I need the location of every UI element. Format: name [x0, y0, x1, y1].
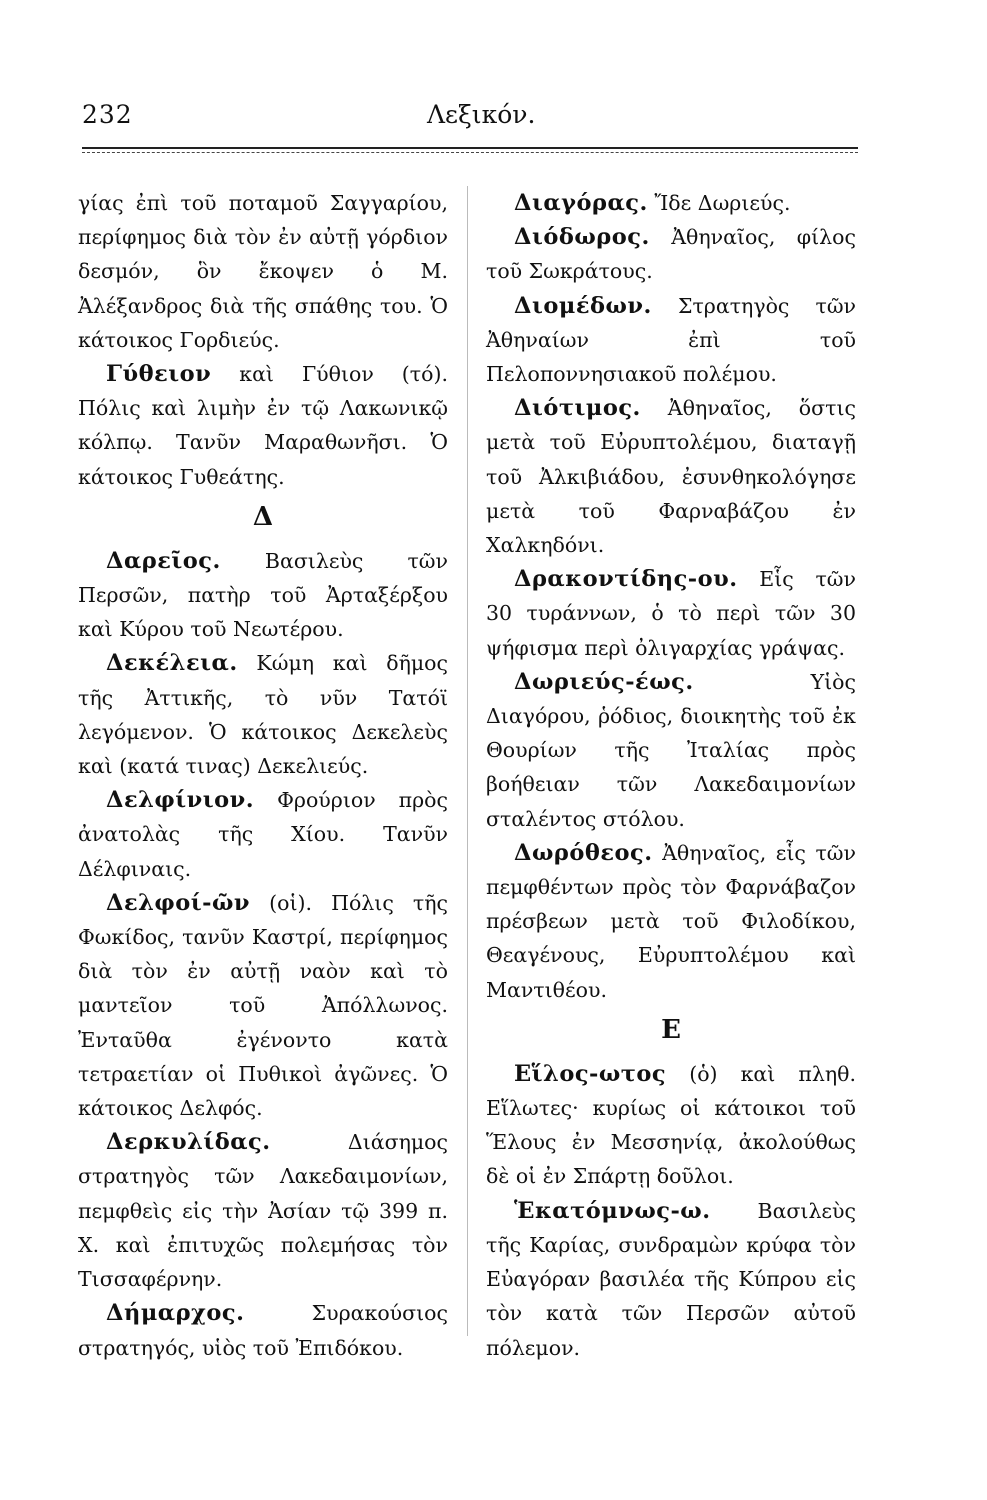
column-divider — [467, 186, 468, 1336]
entry-definition: Ἀθηναῖος, ὅστις μετὰ τοῦ Εὐρυπτολέμου, διαταγῇ τοῦ Ἀλκιβιάδου, ἐσυνθηκολόγησε μετὰ τοῦ Φαρναβάζου ἐν Χαλκηδόνι. — [486, 396, 856, 558]
entry-headword: Δελφίνιον. — [106, 787, 255, 814]
entry-headword: Διομέδων. — [514, 292, 652, 319]
entry-definition: Υἱὸς Διαγόρου, ῥόδιος, διοικητὴς τοῦ ἐκ Θουρίων τῆς Ἰταλίας πρὸς βοήθειαν τῶν Λακεδαιμονίων σταλέντος στόλου. — [486, 669, 856, 831]
entry-headword: Δρακοντίδης-ου. — [514, 566, 738, 593]
header-rule — [82, 147, 858, 149]
entry-definition: (οἱ). Πόλις τῆς Φωκίδος, τανῦν Καστρί, περίφημος διὰ τὸν ἐν αὐτῇ ναὸν καὶ τὸ μαντεῖον τοῦ Ἀπόλλωνος. Ἐνταῦθα ἐγένοντο κατὰ τετραετίαν οἱ Πυθικοὶ ἀγῶνες. Ὁ κάτοικος Δελφός. — [78, 890, 448, 1121]
entry-definition: Διάσημος στρατηγὸς τῶν Λακεδαιμονίων, πεμφθεὶς εἰς τὴν Ἀσίαν τῷ 399 π. Χ. καὶ ἐπιτυχῶς πολεμήσας τὸν Τισσαφέρνην. — [78, 1130, 448, 1292]
header-rule-ornament — [82, 152, 858, 153]
dictionary-entry — [78, 357, 448, 494]
entry-headword: Δελφοί-ῶν — [106, 889, 251, 916]
page-number: 232 — [82, 100, 133, 129]
entry-definition: Συρακούσιος στρατηγός, υἱὸς τοῦ Ἐπιδόκου. — [78, 1301, 448, 1360]
entry-definition: Ἀθηναῖος, εἷς τῶν πεμφθέντων πρὸς τὸν Φαρνάβαζον πρέσβεων μετὰ τοῦ Φιλοδίκου, Θεαγένους, Εὐρυπτολέμου καὶ Μαντιθέου. — [486, 840, 856, 1002]
dictionary-entry — [486, 289, 856, 392]
dictionary-entry — [486, 1057, 856, 1194]
dictionary-entry — [78, 544, 448, 647]
entry-headword: Ἑκατόμνως-ω. — [514, 1197, 711, 1224]
entry-definition: (ὁ) καὶ πληθ. Εἵλωτες· κυρίως οἱ κάτοικοι τοῦ Ἕλους ἐν Μεσσηνίᾳ, ἀκολούθως δὲ οἱ ἐν Σπάρτῃ δοῦλοι. — [486, 1061, 856, 1189]
dictionary-entry — [486, 220, 856, 288]
entry-definition: Φρούριον πρὸς ἀνατολὰς τῆς Χίου. Τανῦν Δέλφιναις. — [78, 788, 448, 881]
dictionary-entry — [78, 1125, 448, 1296]
entry-headword: Δωριεύς-έως. — [514, 668, 694, 695]
entry-headword: Δερκυλίδας. — [106, 1129, 271, 1156]
entry-definition: Ἴδε Δωριεύς. — [654, 191, 791, 215]
dictionary-entry — [486, 562, 856, 665]
running-title: Λεξικόν. — [427, 100, 536, 129]
section-letter-delta: Δ — [252, 501, 274, 532]
dictionary-entry — [486, 665, 856, 836]
right-column — [486, 186, 856, 1365]
entry-definition: Ἀθηναῖος, φίλος τοῦ Σωκράτους. — [486, 225, 856, 284]
dictionary-entry — [78, 886, 448, 1125]
dictionary-entry — [486, 186, 856, 220]
dictionary-entry — [78, 1296, 448, 1364]
continued-entry-text: γίας ἐπὶ τοῦ ποταμοῦ Σαγγαρίου, περίφημος διὰ τὸν ἐν αὐτῇ γόρδιον δεσμόν, ὃν ἔκοψεν ὁ Μ. Ἀλέξανδρος διὰ τῆς σπάθης του. Ὁ κάτοικος Γορδιεύς. — [78, 191, 448, 352]
dictionary-entry — [486, 1194, 856, 1365]
entry-definition: καὶ Γύθιον (τό). Πόλις καὶ λιμὴν ἐν τῷ Λακωνικῷ κόλπῳ. Τανῦν Μαραθωνῆσι. Ὁ κάτοικος Γυθεάτης. — [78, 362, 448, 489]
entry-definition: Βασιλεὺς τῆς Καρίας, συνδραμὼν κρύφα τὸν Εὐαγόραν βασιλέα τῆς Κύπρου εἰς τὸν κατὰ τῶν Περσῶν αὐτοῦ πόλεμον. — [486, 1198, 856, 1360]
entry-headword: Εἵλος-ωτος — [514, 1060, 667, 1087]
entry-headword: Δήμαρχος. — [106, 1300, 245, 1327]
entry-definition: Κώμη καὶ δῆμος τῆς Ἀττικῆς, τὸ νῦν Τατόϊ λεγόμενον. Ὁ κάτοικος Δεκελεὺς καὶ (κατά τινας) Δεκελιεύς. — [78, 651, 448, 779]
entry-headword: Διαγόρας. — [514, 190, 648, 216]
entry-headword: Δεκέλεια. — [106, 650, 238, 677]
dictionary-entry — [486, 391, 856, 562]
entry-headword: Διόδωρος. — [514, 224, 650, 251]
entry-headword: Γύθειον — [106, 361, 212, 388]
entry-definition: Εἷς τῶν 30 τυράννων, ὁ τὸ περὶ τῶν 30 ψήφισμα περὶ ὀλιγαρχίας γράψας. — [486, 567, 856, 660]
dictionary-entry — [78, 783, 448, 886]
entry-headword: Δαρεῖος. — [106, 547, 221, 574]
entry-headword: Δωρόθεος. — [514, 839, 653, 866]
section-letter-epsilon: Ε — [661, 1014, 681, 1045]
left-column — [78, 186, 448, 1365]
page-header — [82, 100, 862, 140]
entry-definition: Βασιλεὺς τῶν Περσῶν, πατὴρ τοῦ Ἀρταξέρξου καὶ Κύρου τοῦ Νεωτέρου. — [78, 548, 448, 642]
entry-headword: Διότιμος. — [514, 395, 641, 422]
dictionary-entry — [486, 836, 856, 1007]
entry-definition: Στρατηγὸς τῶν Ἀθηναίων ἐπὶ τοῦ Πελοποννησιακοῦ πολέμου. — [486, 293, 856, 387]
dictionary-entry — [78, 646, 448, 783]
